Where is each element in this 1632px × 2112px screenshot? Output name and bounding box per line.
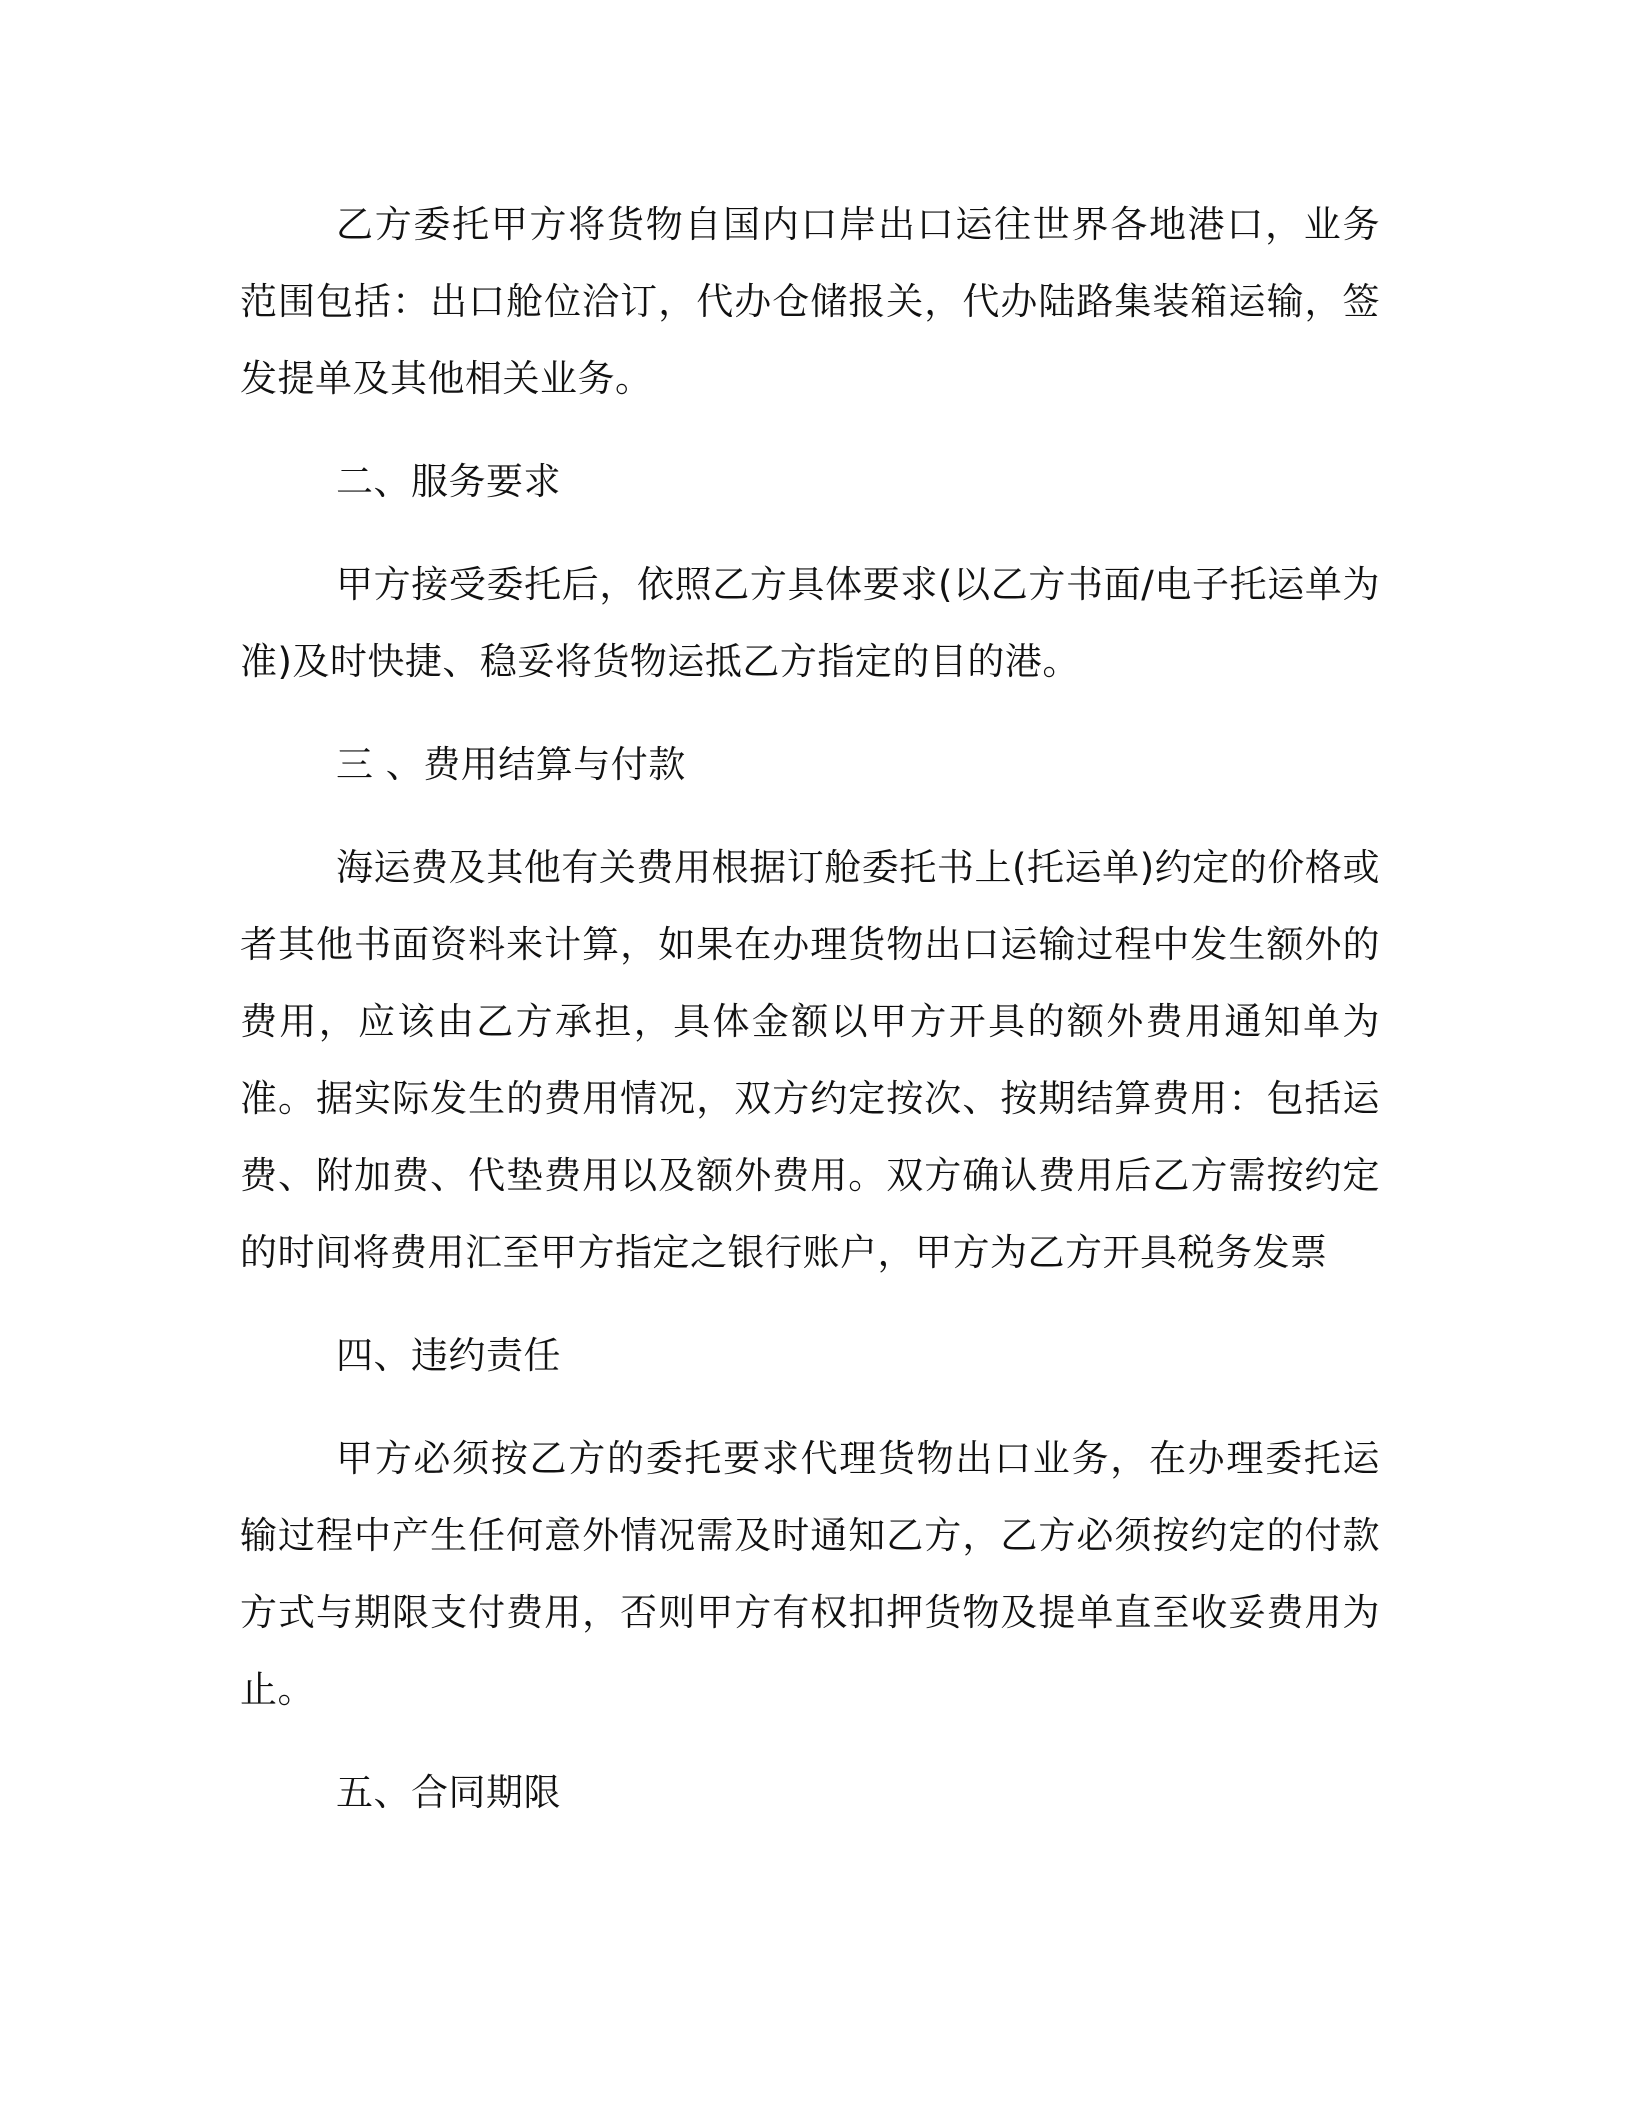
paragraph-fee-settlement: 海运费及其他有关费用根据订舱委托书上(托运单)约定的价格或者其他书面资料来计算，如果在办理货物出口运输过程中发生额外的费用，应该由乙方承担，具体金额以甲方开具的额外费用通知单为准。据实际发生的费用情况，双方约定按次、按期结算费用：包括运费、附加费、代垫费用以及额外费用。双方确认费用后乙方需按约定的时间将费用汇至甲方指定之银行账户，甲方为乙方开具税务发票 [240,846,1380,1274]
heading-liability: 四、违约责任 [336,1334,561,1377]
heading-service-requirements: 二、服务要求 [336,460,561,503]
paragraph-liability: 甲方必须按乙方的委托要求代理货物出口业务，在办理委托运输过程中产生任何意外情况需及时通知乙方，乙方必须按约定的付款方式与期限支付费用，否则甲方有权扣押货物及提单直至收妥费用为止。 [240,1437,1380,1711]
spacer [240,417,1380,443]
document-body [240,186,1380,1831]
heading-fee-settlement: 三 、费用结算与付款 [336,743,686,786]
spacer [240,520,1380,546]
spacer [240,1291,1380,1317]
paragraph-business-scope: 乙方委托甲方将货物自国内口岸出口运往世界各地港口，业务范围包括：出口舱位洽订，代办仓储报关，代办陆路集装箱运输，签发提单及其他相关业务。 [240,203,1380,400]
spacer [240,1728,1380,1754]
spacer [240,1394,1380,1420]
spacer [240,700,1380,726]
paragraph-service-requirements: 甲方接受委托后，依照乙方具体要求(以乙方书面/电子托运单为准)及时快捷、稳妥将货物运抵乙方指定的目的港。 [240,563,1380,683]
spacer [240,803,1380,829]
heading-contract-term: 五、合同期限 [336,1771,561,1814]
